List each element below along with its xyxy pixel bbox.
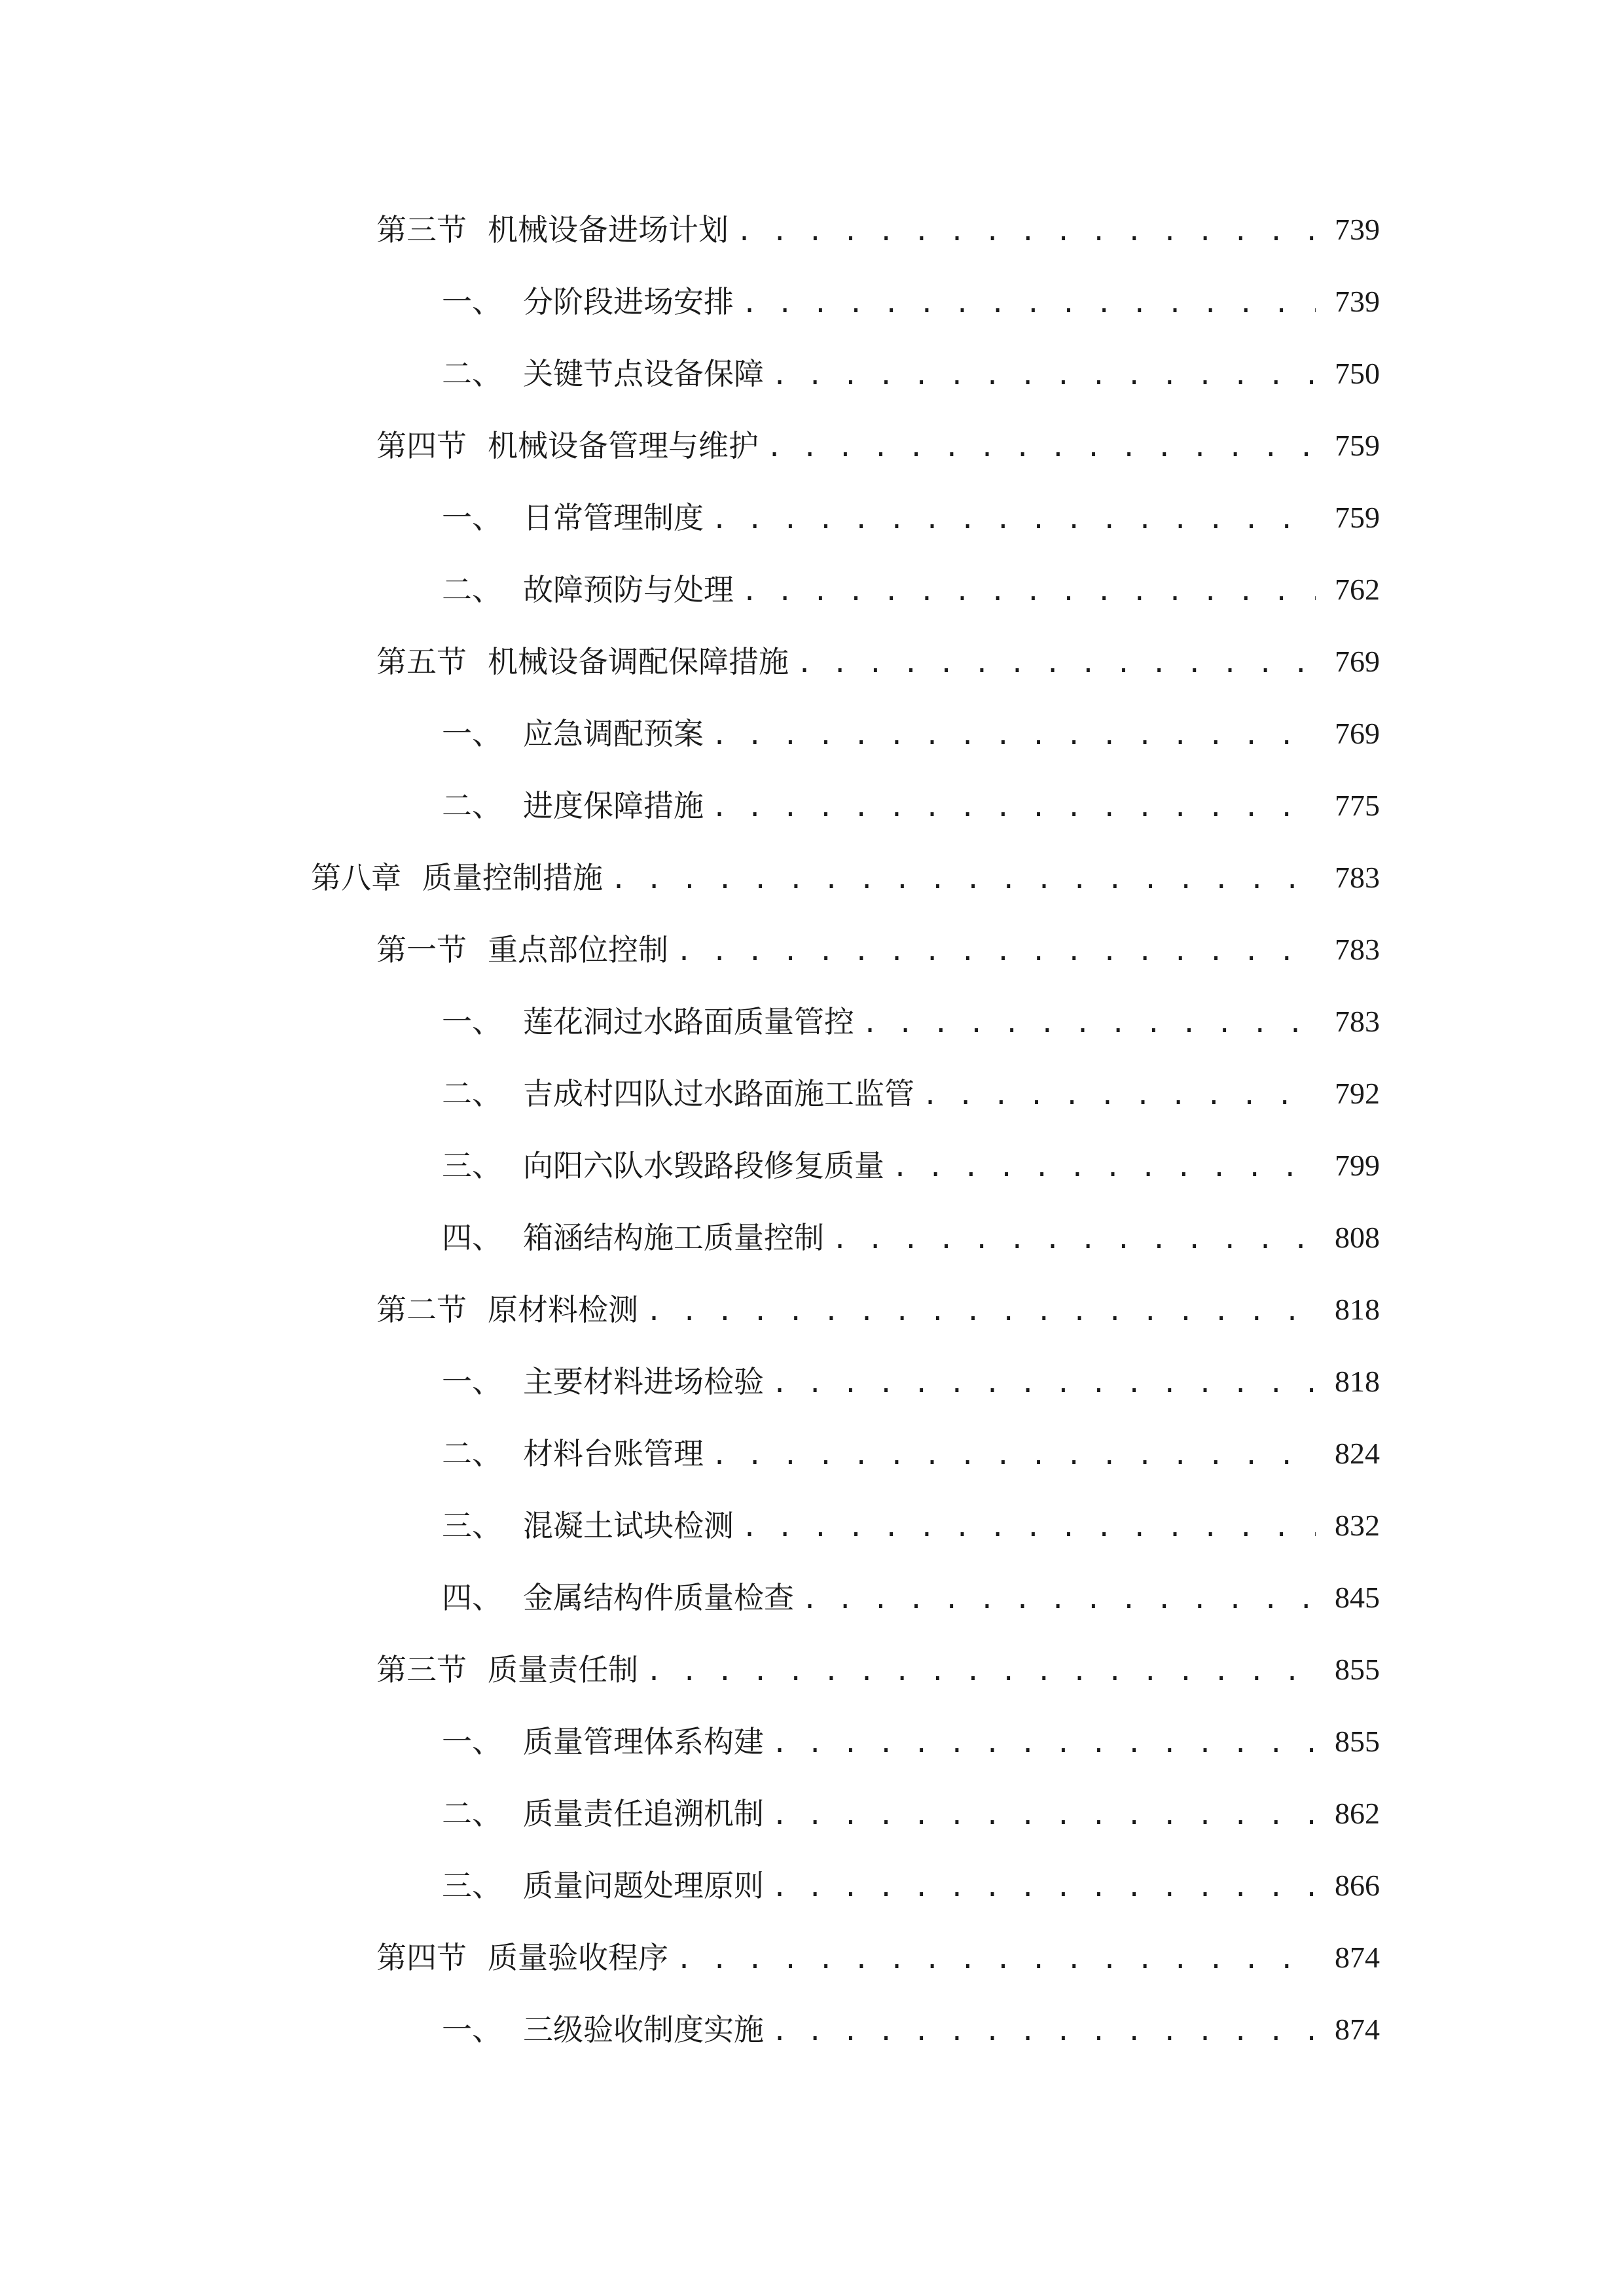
toc-entry-number: 一、 xyxy=(442,1004,502,1039)
toc-entry[interactable] xyxy=(442,262,1380,317)
dot-leader xyxy=(712,719,1316,749)
toc-entry[interactable] xyxy=(376,1918,1380,1973)
toc-entry-page: 750 xyxy=(1335,357,1380,390)
toc-entry-page: 769 xyxy=(1335,717,1380,750)
toc-entry[interactable] xyxy=(311,838,1380,893)
toc-entry-number: 第一节 xyxy=(376,932,467,967)
toc-entry-title: 质量问题处理原则 xyxy=(523,1868,764,1903)
dot-leader xyxy=(772,1367,1316,1397)
toc-entry-page: 862 xyxy=(1335,1797,1380,1830)
toc-entry-number: 二、 xyxy=(442,788,502,823)
toc-entry-page: 799 xyxy=(1335,1149,1380,1182)
toc-entry-number: 第八章 xyxy=(311,860,401,895)
toc-entry[interactable] xyxy=(376,910,1380,965)
toc-entry-title: 原材料检测 xyxy=(488,1292,638,1327)
dot-leader xyxy=(772,359,1316,389)
dot-leader xyxy=(862,1007,1316,1037)
toc-entry-title: 机械设备管理与维护 xyxy=(488,428,759,463)
toc-entry[interactable] xyxy=(442,1342,1380,1397)
dot-leader xyxy=(797,647,1316,677)
toc-entry[interactable] xyxy=(442,766,1380,821)
toc-entry-page: 874 xyxy=(1335,1941,1380,1974)
dot-leader xyxy=(742,575,1316,605)
toc-entry-number: 一、 xyxy=(442,1364,502,1399)
toc-entry[interactable] xyxy=(442,694,1380,749)
toc-entry-title: 进度保障措施 xyxy=(523,788,704,823)
toc-entry-title: 机械设备进场计划 xyxy=(488,212,729,247)
dot-leader xyxy=(676,935,1316,965)
toc-entry-page: 855 xyxy=(1335,1725,1380,1758)
toc-entry[interactable] xyxy=(376,406,1380,461)
dot-leader xyxy=(611,863,1316,893)
toc-entry-page: 762 xyxy=(1335,573,1380,606)
toc-entry-page: 769 xyxy=(1335,645,1380,678)
toc-entry[interactable] xyxy=(442,1846,1380,1901)
toc-entry[interactable] xyxy=(442,1414,1380,1469)
toc-entry-number: 二、 xyxy=(442,1796,502,1831)
toc-entry-page: 739 xyxy=(1335,213,1380,246)
toc-entry-page: 855 xyxy=(1335,1653,1380,1686)
dot-leader xyxy=(802,1583,1316,1613)
dot-leader xyxy=(892,1151,1316,1181)
dot-leader xyxy=(646,1655,1316,1685)
toc-entry-title: 混凝土试块检测 xyxy=(523,1508,734,1543)
toc-entry-number: 三、 xyxy=(442,1148,502,1183)
toc-entry-page: 818 xyxy=(1335,1293,1380,1326)
toc-entry-page: 824 xyxy=(1335,1437,1380,1470)
toc-entry-title: 莲花洞过水路面质量管控 xyxy=(523,1004,854,1039)
toc-entry-page: 759 xyxy=(1335,429,1380,462)
dot-leader xyxy=(712,1439,1316,1469)
toc-entry[interactable] xyxy=(442,478,1380,533)
toc-entry[interactable] xyxy=(376,622,1380,677)
toc-entry-number: 第四节 xyxy=(376,1940,467,1975)
toc-entry[interactable] xyxy=(376,1630,1380,1685)
toc-entry-title: 金属结构件质量检查 xyxy=(523,1580,794,1615)
toc-entry-page: 845 xyxy=(1335,1581,1380,1614)
toc-entry-number: 第四节 xyxy=(376,428,467,463)
toc-entry-title: 主要材料进场检验 xyxy=(523,1364,764,1399)
toc-entry[interactable] xyxy=(442,1198,1380,1253)
dot-leader xyxy=(772,1727,1316,1757)
toc-entry-title: 日常管理制度 xyxy=(523,500,704,535)
toc-entry-title: 箱涵结构施工质量控制 xyxy=(523,1220,824,1255)
toc-entry-number: 第三节 xyxy=(376,1652,467,1687)
dot-leader xyxy=(772,1799,1316,1829)
dot-leader xyxy=(712,791,1316,821)
toc-entry[interactable] xyxy=(376,1270,1380,1325)
toc-entry-number: 三、 xyxy=(442,1868,502,1903)
toc-entry-page: 759 xyxy=(1335,501,1380,534)
toc-entry-title: 三级验收制度实施 xyxy=(523,2012,764,2047)
toc-entry-title: 机械设备调配保障措施 xyxy=(488,644,789,679)
toc-entry-number: 四、 xyxy=(442,1220,502,1255)
toc-entry-page: 818 xyxy=(1335,1365,1380,1398)
toc-entry-title: 向阳六队水毁路段修复质量 xyxy=(523,1148,884,1183)
toc-entry-number: 一、 xyxy=(442,500,502,535)
toc-entry[interactable] xyxy=(442,334,1380,389)
toc-entry-number: 一、 xyxy=(442,2012,502,2047)
toc-entry[interactable] xyxy=(442,1126,1380,1181)
toc-entry-title: 应急调配预案 xyxy=(523,716,704,751)
dot-leader xyxy=(922,1079,1316,1109)
toc-entry[interactable] xyxy=(442,550,1380,605)
dot-leader xyxy=(772,2015,1316,2045)
toc-entry-number: 四、 xyxy=(442,1580,502,1615)
toc-entry-title: 质量责任追溯机制 xyxy=(523,1796,764,1831)
toc-entry-page: 775 xyxy=(1335,789,1380,822)
toc-entry-number: 第二节 xyxy=(376,1292,467,1327)
toc-entry-title: 质量责任制 xyxy=(488,1652,638,1687)
dot-leader xyxy=(676,1943,1316,1973)
toc-entry-number: 二、 xyxy=(442,572,502,607)
toc-entry-number: 第三节 xyxy=(376,212,467,247)
toc-entry-number: 第五节 xyxy=(376,644,467,679)
toc-entry-page: 832 xyxy=(1335,1509,1380,1542)
toc-entry-number: 一、 xyxy=(442,716,502,751)
toc-entry[interactable] xyxy=(442,1486,1380,1541)
toc-entry-number: 一、 xyxy=(442,284,502,319)
toc-entry-number: 一、 xyxy=(442,1724,502,1759)
toc-entry[interactable] xyxy=(442,982,1380,1037)
toc-entry-page: 866 xyxy=(1335,1869,1380,1902)
toc-entry-number: 三、 xyxy=(442,1508,502,1543)
toc-entry-page: 783 xyxy=(1335,861,1380,894)
toc-entry[interactable] xyxy=(442,1702,1380,1757)
toc-entry-page: 739 xyxy=(1335,285,1380,318)
dot-leader xyxy=(736,215,1316,245)
toc-entry-title: 质量管理体系构建 xyxy=(523,1724,764,1759)
toc-entry-page: 783 xyxy=(1335,1005,1380,1038)
dot-leader xyxy=(832,1223,1316,1253)
dot-leader xyxy=(767,431,1316,461)
dot-leader xyxy=(742,287,1316,317)
toc-entry-page: 792 xyxy=(1335,1077,1380,1110)
toc-entry[interactable] xyxy=(442,1558,1380,1613)
toc-entry-title: 材料台账管理 xyxy=(523,1436,704,1471)
toc-entry-number: 二、 xyxy=(442,1436,502,1471)
toc-entry-title: 质量控制措施 xyxy=(422,860,603,895)
toc-entry[interactable] xyxy=(376,190,1380,245)
toc-entry-title: 关键节点设备保障 xyxy=(523,356,764,391)
toc-entry-page: 874 xyxy=(1335,2013,1380,2046)
toc-entry[interactable] xyxy=(442,1774,1380,1829)
toc-entry-page: 808 xyxy=(1335,1221,1380,1254)
toc-entry-title: 吉成村四队过水路面施工监管 xyxy=(523,1076,914,1111)
dot-leader xyxy=(742,1511,1316,1541)
toc-entry[interactable] xyxy=(442,1990,1380,2045)
toc-entry-number: 二、 xyxy=(442,1076,502,1111)
dot-leader xyxy=(646,1295,1316,1325)
toc-entry-number: 二、 xyxy=(442,356,502,391)
toc-entry-title: 质量验收程序 xyxy=(488,1940,668,1975)
toc-entry-title: 重点部位控制 xyxy=(488,932,668,967)
dot-leader xyxy=(712,503,1316,533)
toc-entry-title: 故障预防与处理 xyxy=(523,572,734,607)
toc-entry-page: 783 xyxy=(1335,933,1380,966)
dot-leader xyxy=(772,1871,1316,1901)
toc-entry-title: 分阶段进场安排 xyxy=(523,284,734,319)
toc-entry[interactable] xyxy=(442,1054,1380,1109)
